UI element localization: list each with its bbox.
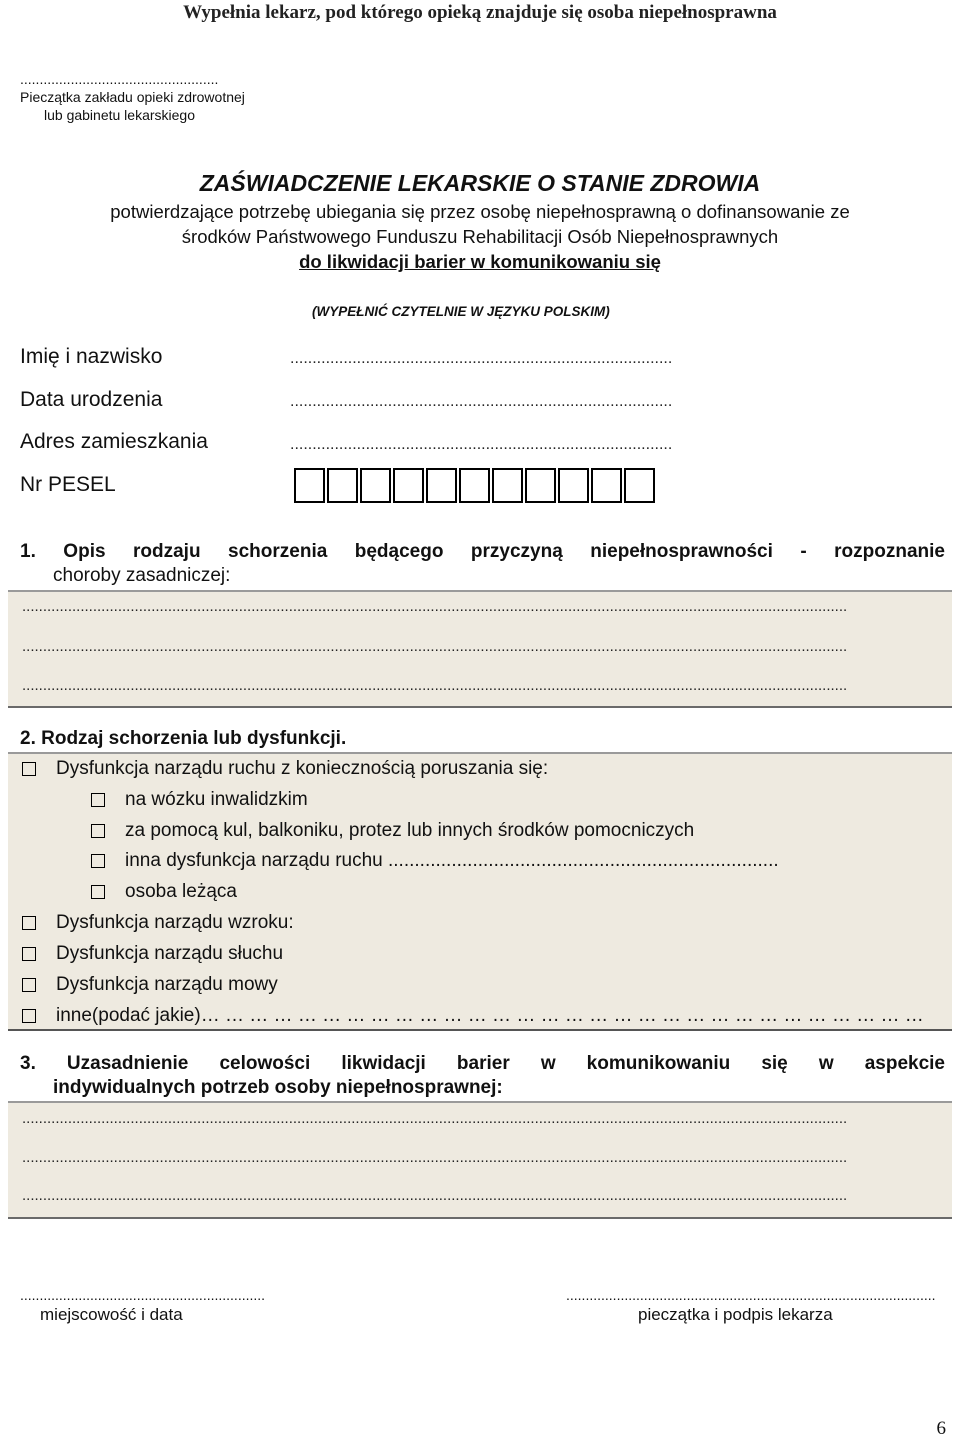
- option-label: na wózku inwalidzkim: [125, 789, 308, 810]
- checkbox[interactable]: [91, 793, 105, 807]
- pesel-digit-box[interactable]: [558, 468, 589, 503]
- option-label: Dysfunkcja narządu mowy: [56, 974, 278, 995]
- option-speech[interactable]: [22, 974, 278, 996]
- section1-line3[interactable]: ......................................................................................................................................................................................................: [22, 677, 848, 694]
- page-number: 6: [936, 1418, 946, 1439]
- clinic-stamp-area: [20, 70, 245, 124]
- option-label: inna dysfunkcja narządu ruchu ..........................................................................: [125, 850, 779, 871]
- option-label: Dysfunkcja narządu wzroku:: [56, 912, 294, 933]
- dob-field[interactable]: ......................................................................................: [290, 393, 673, 410]
- section1-heading: 1. Opis rodzaju schorzenia będącego przyczyną niepełnosprawności - rozpoznanie: [20, 541, 945, 562]
- option-crutches[interactable]: [91, 820, 694, 842]
- subtitle-line3: do likwidacji barier w komunikowaniu się: [299, 251, 661, 272]
- subtitle-line2: środków Państwowego Funduszu Rehabilitacji Osób Niepełnosprawnych: [181, 226, 779, 247]
- pesel-digit-box[interactable]: [426, 468, 457, 503]
- checkbox[interactable]: [91, 854, 105, 868]
- section1-line1[interactable]: ......................................................................................................................................................................................................: [22, 598, 848, 615]
- place-date-label: miejscowość i data: [40, 1305, 183, 1324]
- option-wheelchair[interactable]: [91, 789, 308, 811]
- pesel-digit-box[interactable]: [327, 468, 358, 503]
- pesel-boxes[interactable]: [294, 468, 657, 503]
- pesel-digit-box[interactable]: [591, 468, 622, 503]
- pesel-digit-box[interactable]: [294, 468, 325, 503]
- checkbox[interactable]: [91, 824, 105, 838]
- name-label: Imię i nazwisko: [20, 345, 163, 368]
- stamp-dots: ...................................................: [20, 71, 219, 87]
- option-hearing[interactable]: [22, 943, 283, 965]
- pesel-digit-box[interactable]: [393, 468, 424, 503]
- section3-heading: 3. Uzasadnienie celowości likwidacji barier w komunikowaniu się w aspekcie: [20, 1053, 945, 1074]
- section1-line2[interactable]: ......................................................................................................................................................................................................: [22, 638, 848, 655]
- signature-label: pieczątka i podpis lekarza: [638, 1305, 833, 1324]
- option-other[interactable]: [22, 1005, 924, 1027]
- pesel-digit-box[interactable]: [525, 468, 556, 503]
- option-other-motor[interactable]: [91, 850, 779, 872]
- pesel-digit-box[interactable]: [492, 468, 523, 503]
- checkbox[interactable]: [91, 885, 105, 899]
- checkbox[interactable]: [22, 947, 36, 961]
- address-field[interactable]: ......................................................................................: [290, 436, 673, 453]
- option-motor-dysfunction[interactable]: [22, 758, 548, 780]
- option-label: Dysfunkcja narządu słuchu: [56, 943, 284, 964]
- stamp-label-line2: lub gabinetu lekarskiego: [44, 107, 195, 123]
- checkbox[interactable]: [22, 978, 36, 992]
- option-label: inne(podać jakie)… … … … … … … … … … … … … … … … … … … … … … … … … … … … … …: [56, 1005, 924, 1026]
- section1-heading-cont: choroby zasadniczej:: [53, 565, 231, 586]
- address-label: Adres zamieszkania: [20, 430, 208, 453]
- option-label: za pomocą kul, balkoniku, protez lub innych środków pomocniczych: [125, 820, 695, 841]
- checkbox[interactable]: [22, 762, 36, 776]
- pesel-digit-box[interactable]: [459, 468, 490, 503]
- name-field[interactable]: ......................................................................................: [290, 350, 673, 367]
- header-note: Wypełnia lekarz, pod którego opieką znajduje się osoba niepełnosprawna: [183, 2, 777, 23]
- option-bedridden[interactable]: [91, 881, 237, 903]
- section3-heading-cont: indywidualnych potrzeb osoby niepełnosprawnej:: [53, 1077, 503, 1098]
- section3-line2[interactable]: ......................................................................................................................................................................................................: [22, 1149, 848, 1166]
- checkbox[interactable]: [22, 916, 36, 930]
- section3-line3[interactable]: ......................................................................................................................................................................................................: [22, 1187, 848, 1204]
- subtitle-line1: potwierdzające potrzebę ubiegania się przez osobę niepełnosprawną o dofinansowanie ze: [110, 201, 850, 222]
- option-label: Dysfunkcja narządu ruchu z koniecznością poruszania się:: [56, 758, 549, 779]
- section3-line1[interactable]: ......................................................................................................................................................................................................: [22, 1110, 848, 1127]
- option-sight[interactable]: [22, 912, 294, 934]
- signature-dots[interactable]: ...............................................................................................: [566, 1287, 936, 1303]
- fill-instruction: (WYPEŁNIĆ CZYTELNIE W JĘZYKU POLSKIM): [312, 304, 610, 319]
- stamp-label-line1: Pieczątka zakładu opieki zdrowotnej: [20, 89, 245, 105]
- dob-label: Data urodzenia: [20, 388, 163, 411]
- option-label: osoba leżąca: [125, 881, 237, 902]
- place-date-dots[interactable]: ...............................................................: [20, 1287, 266, 1303]
- section2-heading: 2. Rodzaj schorzenia lub dysfunkcji.: [20, 728, 347, 749]
- pesel-digit-box[interactable]: [360, 468, 391, 503]
- pesel-label: Nr PESEL: [20, 473, 116, 496]
- pesel-digit-box[interactable]: [624, 468, 655, 503]
- checkbox[interactable]: [22, 1009, 36, 1023]
- document-title: ZAŚWIADCZENIE LEKARSKIE O STANIE ZDROWIA: [199, 170, 761, 196]
